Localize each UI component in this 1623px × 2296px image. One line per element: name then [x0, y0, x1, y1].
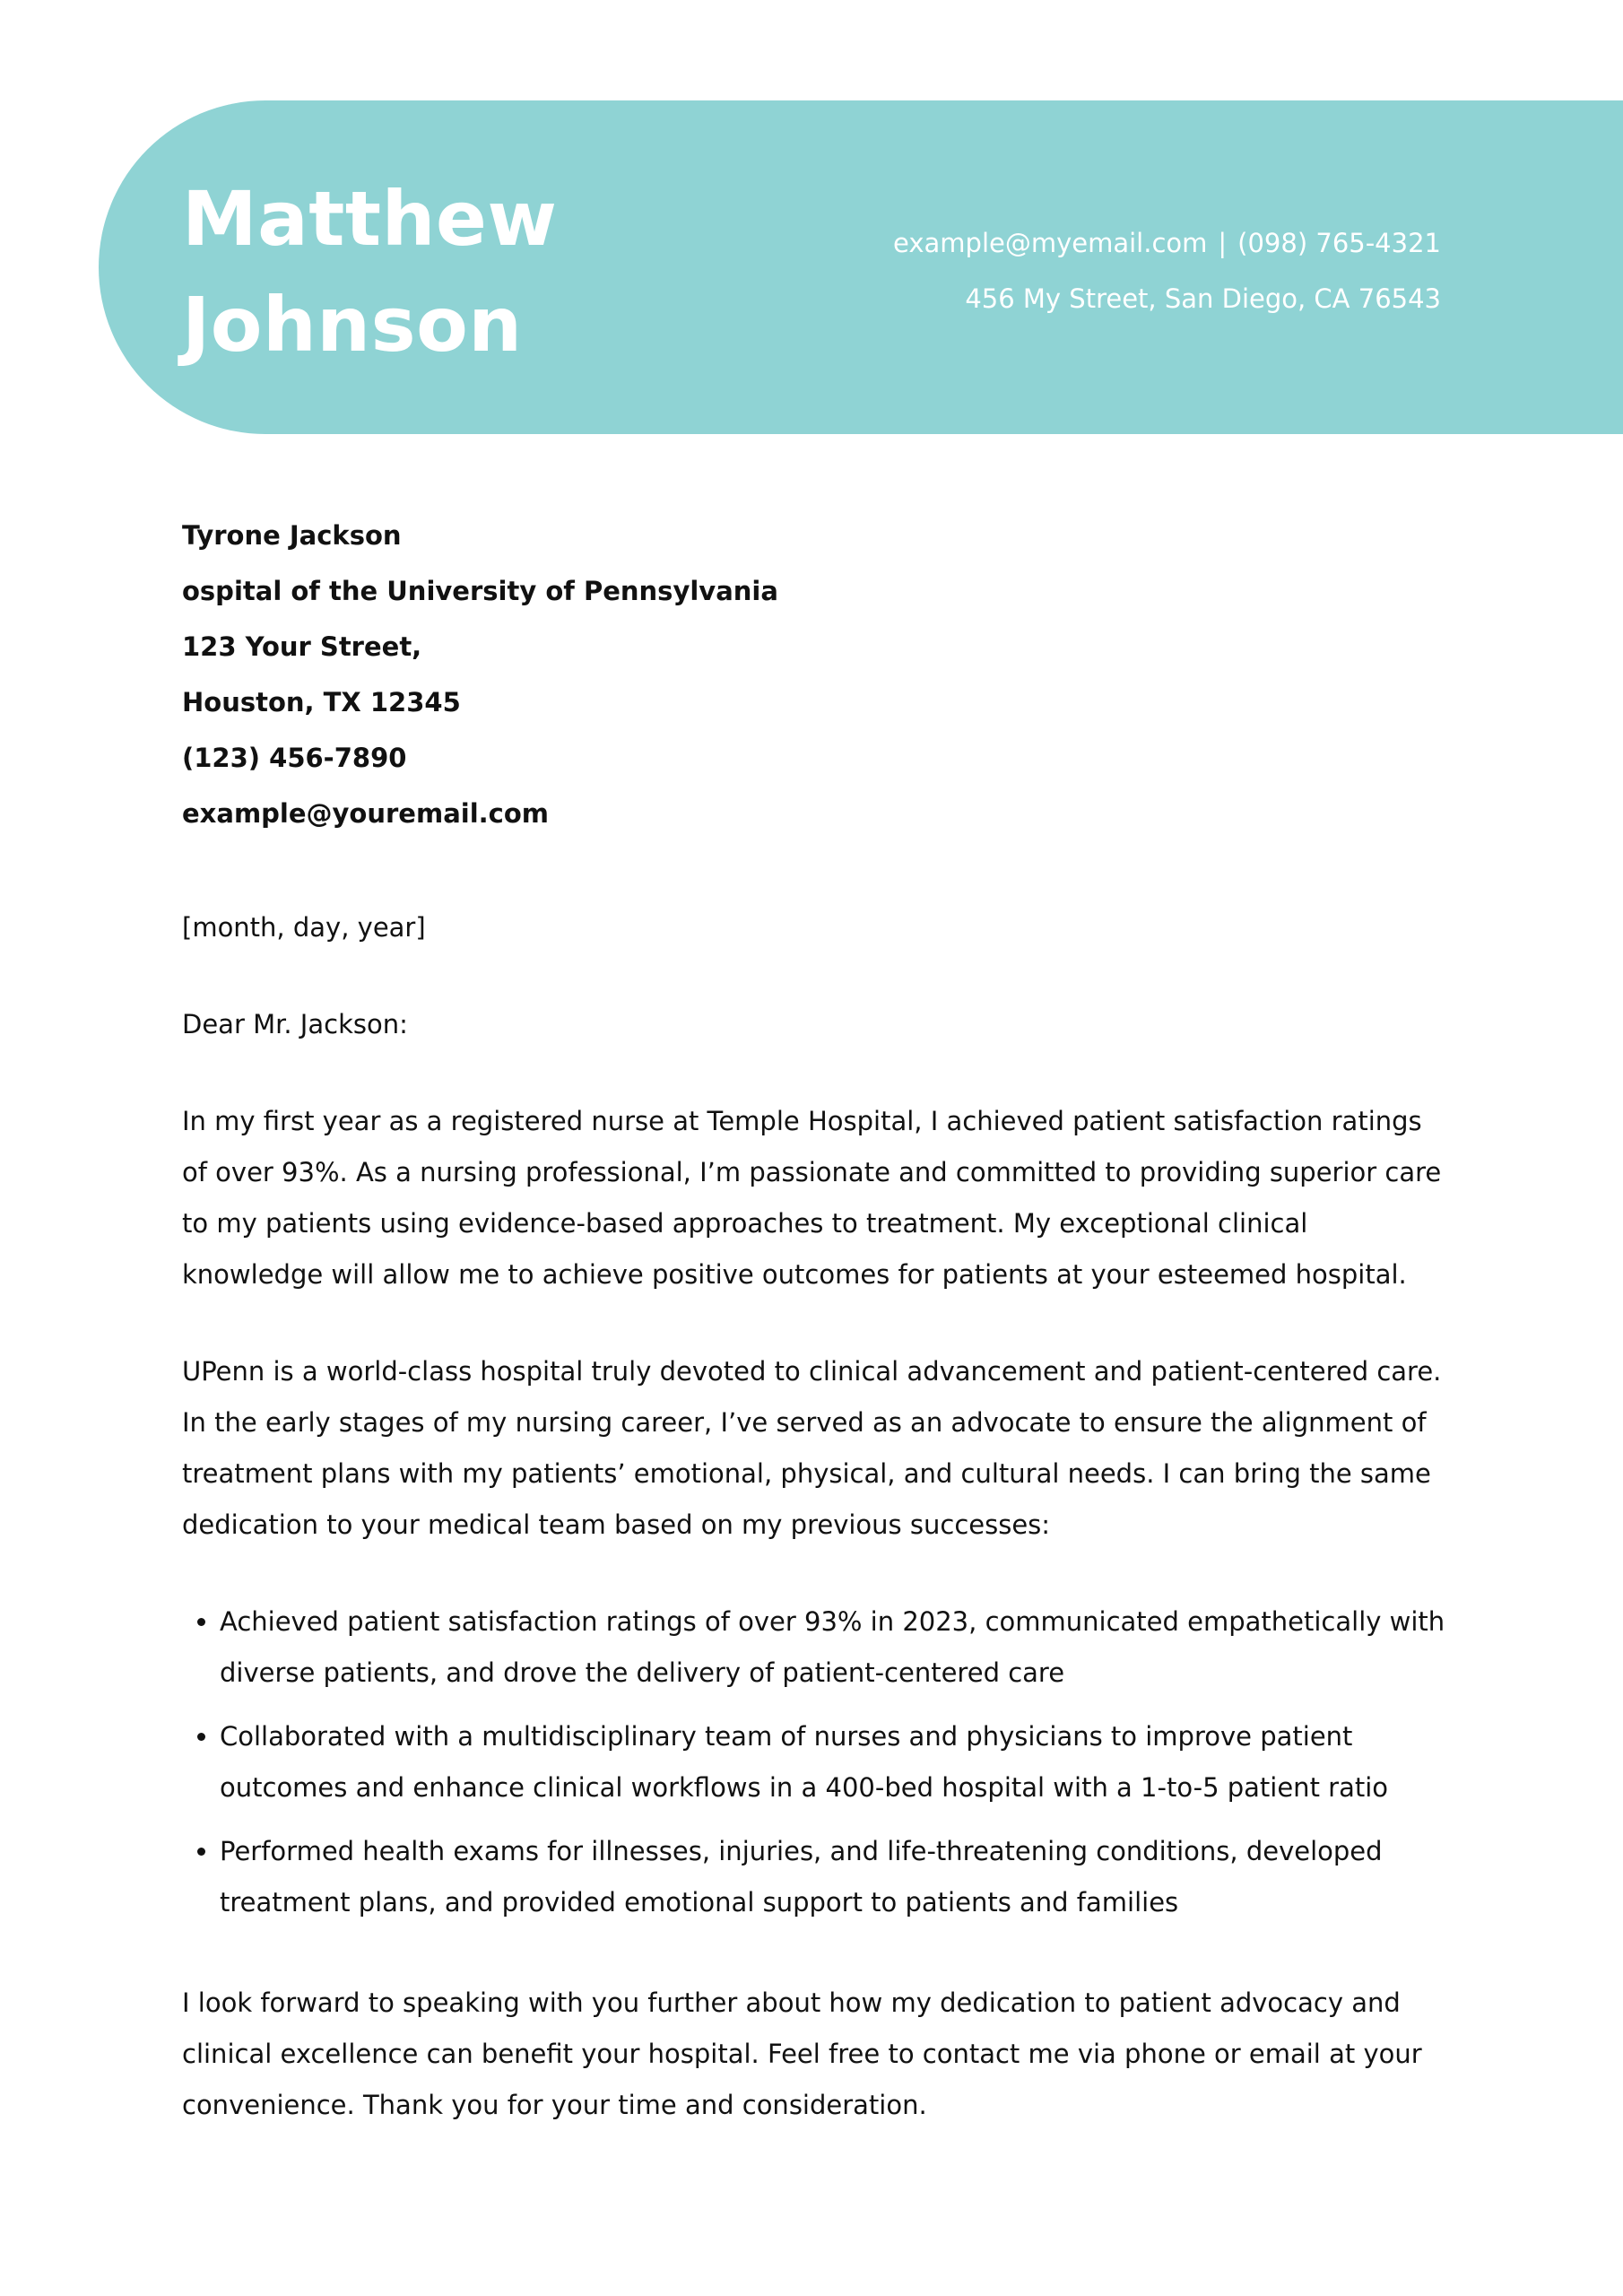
- letter-date: [month, day, year]: [182, 912, 426, 943]
- applicant-phone: (098) 765-4321: [1237, 228, 1441, 258]
- recipient-name: Tyrone Jackson: [182, 520, 402, 551]
- recipient-phone: (123) 456-7890: [182, 743, 407, 773]
- recipient-street: 123 Your Street,: [182, 631, 422, 662]
- applicant-email: example@myemail.com: [893, 228, 1208, 258]
- applicant-name: [182, 166, 557, 378]
- recipient-email: example@youremail.com: [182, 798, 549, 829]
- letter-body: [182, 902, 1446, 2177]
- applicant-address: 456 My Street, San Diego, CA 76543: [965, 283, 1441, 314]
- letter-paragraph-1: In my first year as a registered nurse at Temple Hospital, I achieved patient satisfaction ratings of over 93%. As a nursing professional, I’m passionate and committed to providing superior care to my patients using evidence-based approaches to treatment. My exceptional clinical knowledge will allow me to achieve positive outcomes for patients at your esteemed hospital.: [182, 1106, 1442, 1290]
- recipient-city: Houston, TX 12345: [182, 687, 461, 718]
- applicant-last-name: Johnson: [182, 281, 523, 369]
- applicant-contact-line: [893, 215, 1441, 271]
- achievement-item: • Performed health exams for illnesses, injuries, and life-threatening conditions, developed treatment plans, and provided emotional support to patients and families: [220, 1826, 1446, 1928]
- achievements-list: [182, 1596, 1446, 1928]
- applicant-contact-block: [893, 215, 1441, 326]
- letter-closing-paragraph: I look forward to speaking with you further about how my dedication to patient advocacy and clinical excellence can benefit your hospital. Feel free to contact me via phone or email at your convenience. Thank you for your time and consideration.: [182, 1987, 1422, 2120]
- achievement-item: • Achieved patient satisfaction ratings of over 93% in 2023, communicated empathetically with diverse patients, and drove the delivery of patient-centered care: [220, 1596, 1446, 1699]
- recipient-organization: ospital of the University of Pennsylvania: [182, 576, 778, 606]
- letter-paragraph-2: UPenn is a world-class hospital truly devoted to clinical advancement and patient-centered care. In the early stages of my nursing career, I’ve served as an advocate to ensure the alignment of treatment plans with my patients’ emotional, physical, and cultural needs. I can bring the same dedication to your medical team based on my previous successes:: [182, 1356, 1442, 1540]
- letter-salutation: Dear Mr. Jackson:: [182, 1009, 408, 1039]
- recipient-block: [182, 508, 778, 841]
- achievement-item: • Collaborated with a multidisciplinary team of nurses and physicians to improve patient outcomes and enhance clinical workflows in a 400-bed hospital with a 1-to-5 patient ratio: [220, 1711, 1446, 1813]
- contact-separator: |: [1218, 228, 1228, 258]
- applicant-first-name: Matthew: [182, 175, 558, 263]
